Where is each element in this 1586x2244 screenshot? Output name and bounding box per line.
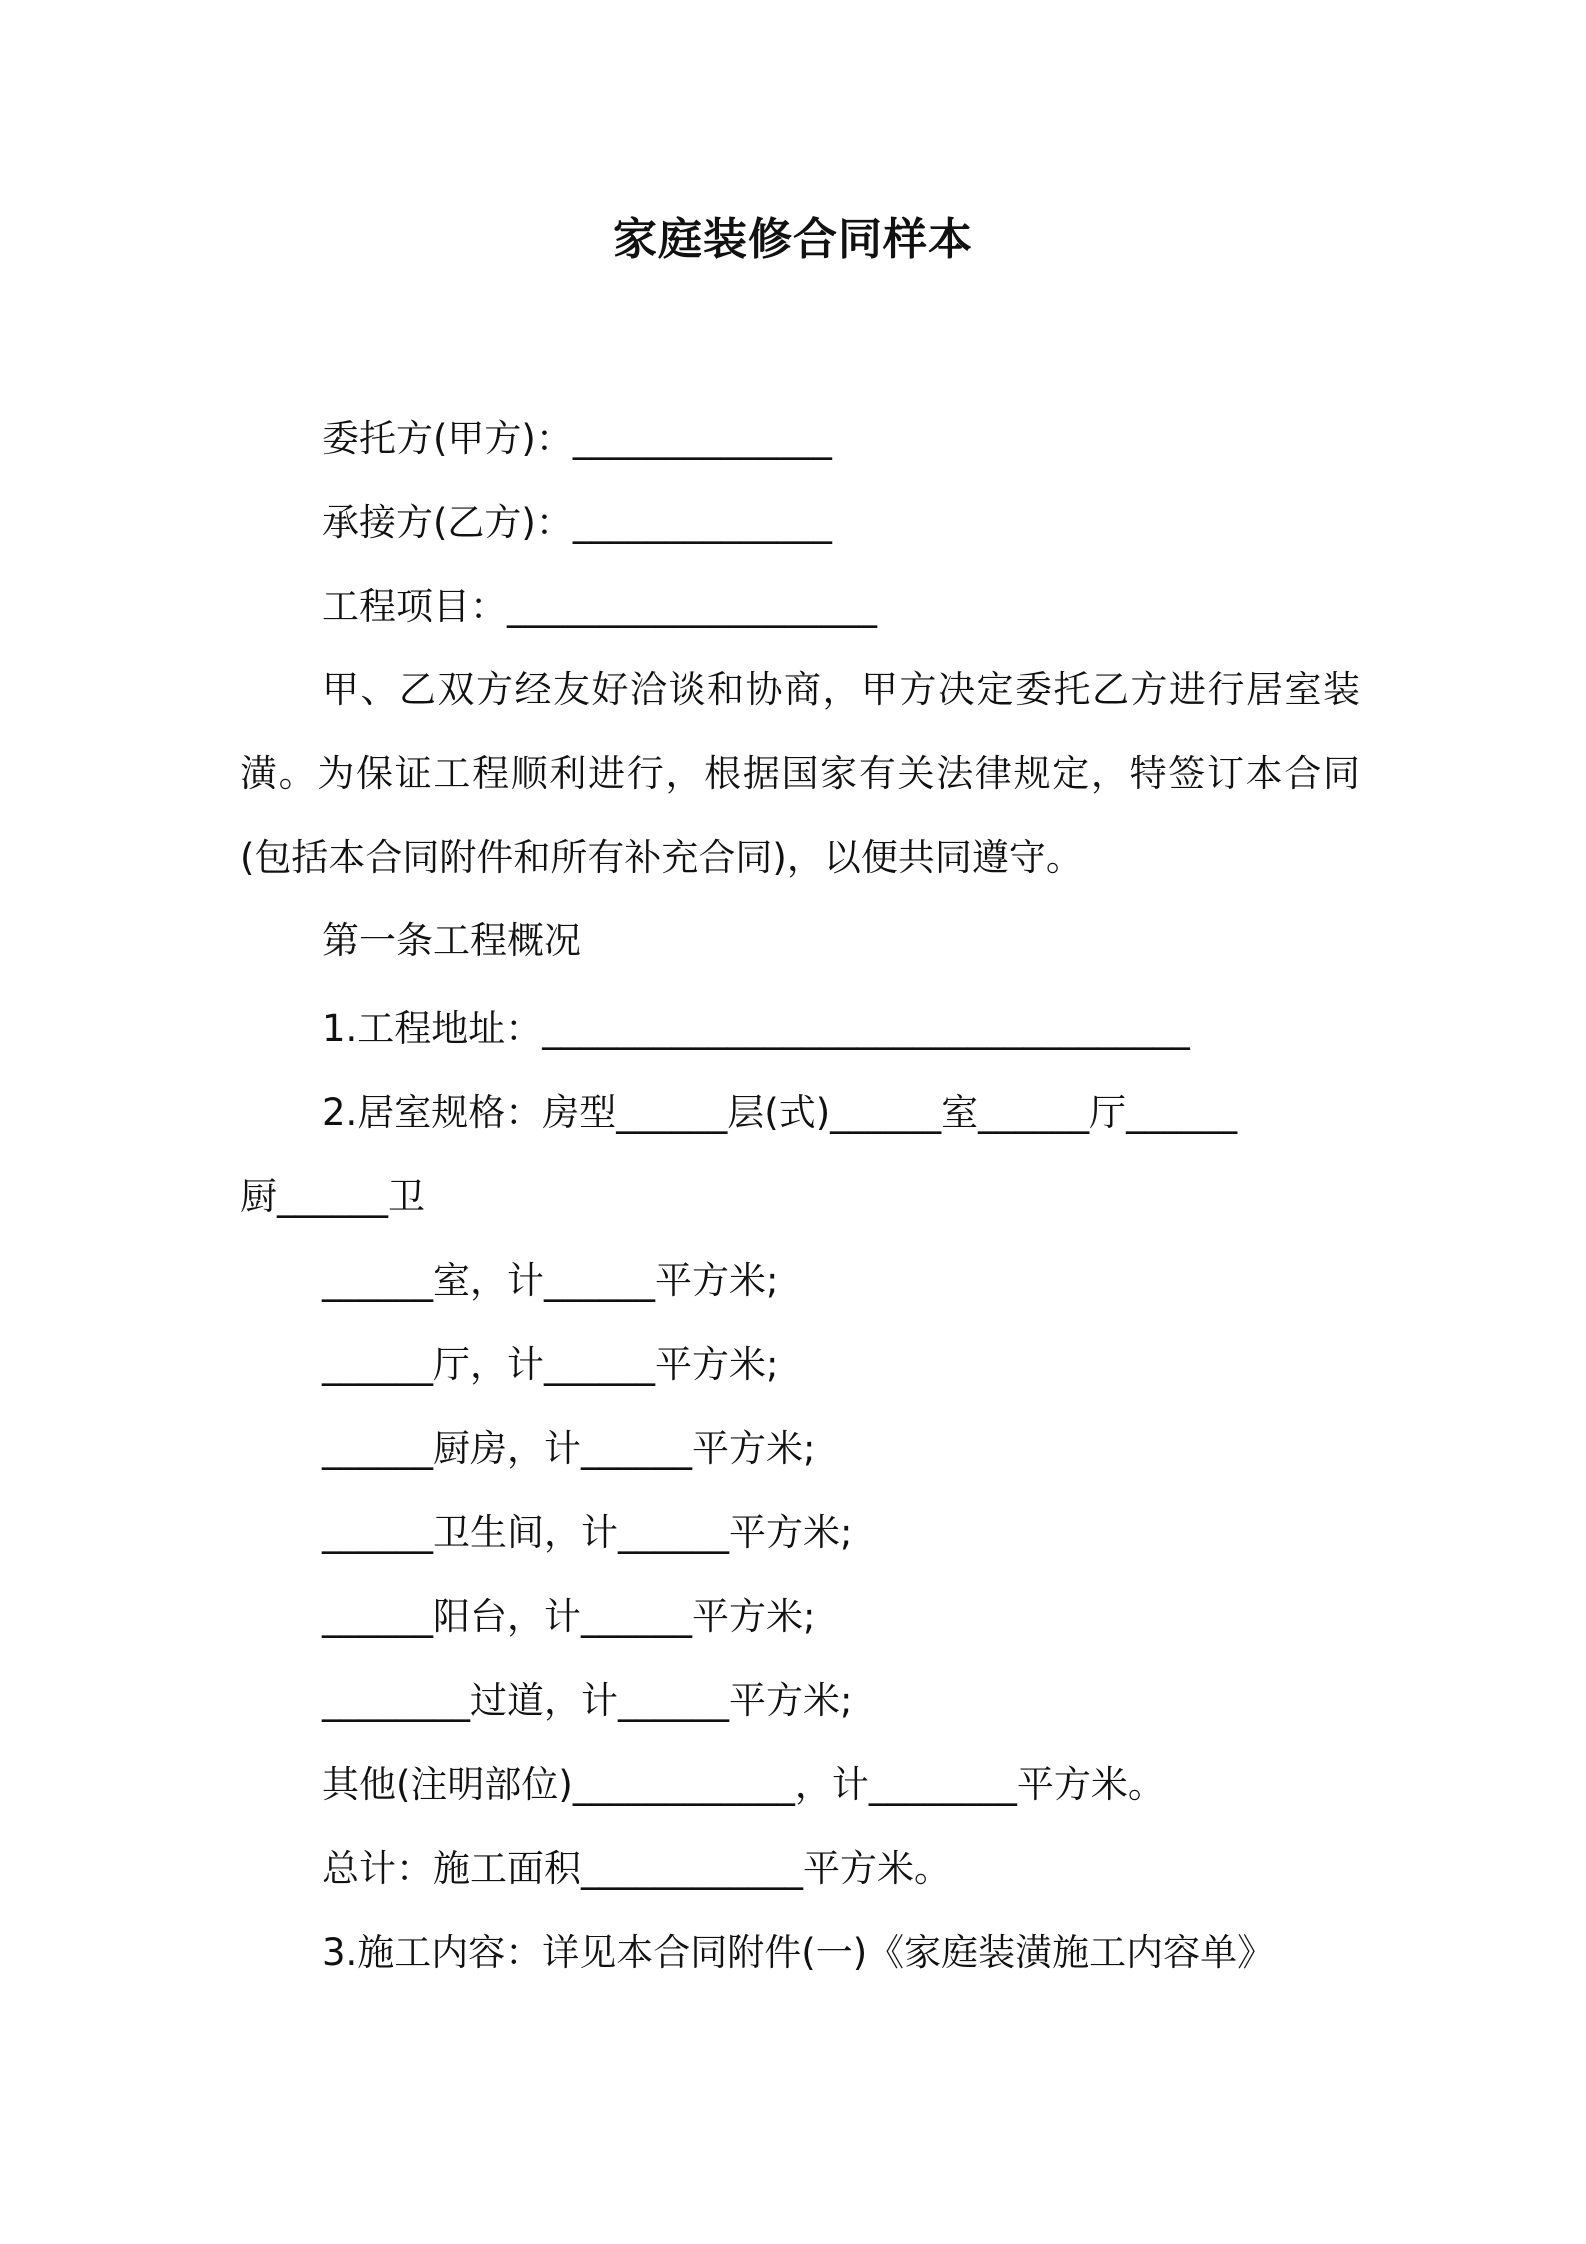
article-1-heading: 第一条工程概况	[322, 919, 581, 962]
document-title: 家庭装修合同样本	[613, 214, 973, 265]
content-line: 3.施工内容：详见本合同附件(一)《家庭装潢施工内容单》	[322, 1931, 1275, 1974]
address-line: 1.工程地址：___________________________________	[322, 1007, 1190, 1050]
room-line: ________过道，计______平方米;	[322, 1679, 853, 1722]
intro-paragraph: 甲、乙双方经友好洽谈和协商，甲方决定委托乙方进行居室装潢。为保证工程顺利进行，根据国家有关法律规定，特签订本合同(包括本合同附件和所有补充合同)，以便共同遵守。	[240, 668, 1360, 879]
total-line: 总计：施工面积____________平方米。	[322, 1847, 951, 1890]
room-line: ______阳台，计______平方米;	[322, 1595, 816, 1638]
other-line: 其他(注明部位)____________，计________平方米。	[322, 1763, 1165, 1806]
room-line: ______卫生间，计______平方米;	[322, 1511, 853, 1554]
spec-line-1: 2.居室规格：房型______层(式)______室______厅______	[322, 1091, 1238, 1134]
spec-line-2: 厨______卫	[240, 1175, 425, 1218]
room-line: ______厅，计______平方米;	[322, 1343, 779, 1386]
party-a-line: 委托方(甲方)：______________	[322, 417, 832, 460]
project-line: 工程项目：____________________	[322, 585, 877, 628]
room-line: ______厨房，计______平方米;	[322, 1427, 816, 1470]
room-line: ______室，计______平方米;	[322, 1259, 779, 1302]
party-b-line: 承接方(乙方)：______________	[322, 501, 832, 544]
